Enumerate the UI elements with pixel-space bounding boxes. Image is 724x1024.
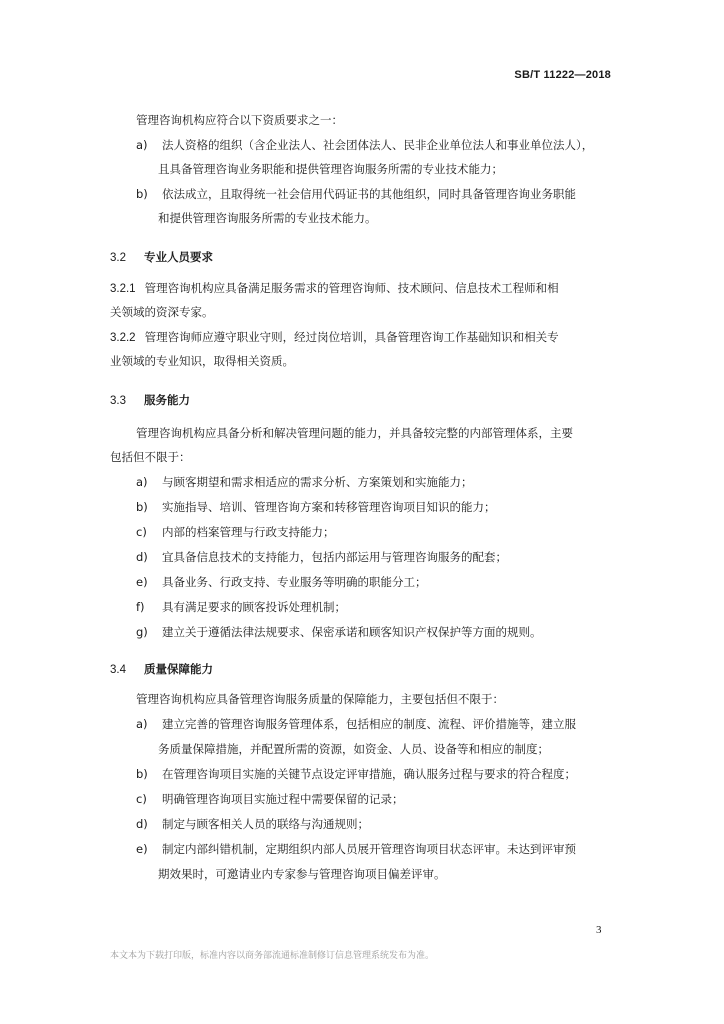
section-title: 服务能力 [144, 393, 190, 407]
item-text: 制定内部纠错机制，定期组织内部人员展开管理咨询项目状态评审。未达到评审预 [162, 842, 576, 856]
section-title: 专业人员要求 [144, 250, 213, 264]
item-label: d) [136, 817, 148, 831]
list-item-c [136, 787, 404, 811]
footer-notice: 本文本为下载打印版，标准内容以商务部流通标准制修订信息管理系统发布为准。 [110, 951, 435, 961]
list-item [136, 470, 473, 494]
paragraph: 管理咨询机构应具备管理咨询服务质量的保障能力，主要包括但不限于： [136, 692, 504, 706]
page-number: 3 [596, 924, 602, 936]
list-item [136, 520, 335, 544]
item-text: 制定与顾客相关人员的联络与沟通规则； [162, 817, 369, 831]
section-heading-3-3 [110, 388, 190, 413]
clause-continuation: 关领域的资深专家。 [110, 305, 214, 319]
clause-continuation: 业领域的专业知识，取得相关资质。 [110, 354, 294, 368]
section-number: 3.3 [110, 395, 126, 407]
list-item-b [136, 182, 576, 206]
item-text: 建立关于遵循法律法规要求、保密承诺和顾客知识产权保护等方面的规则。 [162, 625, 542, 639]
clause-number: 3.2.1 [110, 283, 136, 295]
list-item-d [136, 812, 369, 836]
item-text: 在管理咨询项目实施的关键节点设定评审措施，确认服务过程与要求的符合程度； [162, 767, 576, 781]
item-label: a) [136, 475, 148, 489]
paragraph-continuation: 包括但不限于： [110, 450, 191, 464]
list-item-a [136, 133, 593, 157]
clause-number: 3.2.2 [110, 332, 136, 344]
item-text: 依法成立，且取得统一社会信用代码证书的其他组织，同时具备管理咨询业务职能 [162, 187, 576, 201]
item-label: c) [136, 525, 147, 539]
item-continuation: 期效果时，可邀请业内专家参与管理咨询项目偏差评审。 [158, 867, 446, 881]
list-item-a [136, 712, 576, 736]
section-number: 3.2 [110, 252, 126, 264]
item-label: a) [136, 717, 148, 731]
paragraph: 管理咨询机构应具备分析和解决管理问题的能力，并具备较完整的内部管理体系，主要 [136, 426, 573, 440]
list-item [136, 495, 496, 519]
item-label: b) [136, 187, 148, 201]
item-text: 具有满足要求的顾客投诉处理机制； [162, 600, 346, 614]
item-label: b) [136, 767, 148, 781]
qualification-intro: 管理咨询机构应符合以下资质要求之一： [136, 113, 343, 127]
item-continuation: 务质量保障措施，并配置所需的资源，如资金、人员、设备等和相应的制度； [158, 742, 549, 756]
item-label: d) [136, 550, 148, 564]
item-continuation: 且具备管理咨询业务职能和提供管理咨询服务所需的专业技术能力； [158, 162, 503, 176]
item-continuation: 和提供管理咨询服务所需的专业技术能力。 [158, 211, 377, 225]
item-text: 具备业务、行政支持、专业服务等明确的职能分工； [162, 575, 427, 589]
item-label: a) [136, 138, 148, 152]
item-label: g) [136, 625, 148, 639]
item-text: 宜具备信息技术的支持能力，包括内部运用与管理咨询服务的配套； [162, 550, 507, 564]
item-text: 与顾客期望和需求相适应的需求分析、方案策划和实施能力； [162, 475, 473, 489]
clause-3-2-2 [110, 325, 559, 350]
clause-text: 管理咨询师应遵守职业守则，经过岗位培训，具备管理咨询工作基础知识和相关专 [144, 330, 559, 344]
item-label: b) [136, 500, 148, 514]
section-number: 3.4 [110, 664, 126, 676]
item-label: c) [136, 792, 147, 806]
section-heading-3-4 [110, 657, 213, 682]
item-text: 法人资格的组织（含企业法人、社会团体法人、民非企业单位法人和事业单位法人）， [162, 138, 594, 152]
item-text: 明确管理咨询项目实施过程中需要保留的记录； [162, 792, 404, 806]
standard-number: SB/T 11222—2018 [514, 69, 611, 81]
list-item [136, 545, 507, 569]
item-text: 实施指导、培训、管理咨询方案和转移管理咨询项目知识的能力； [162, 500, 496, 514]
list-item-e [136, 837, 576, 861]
clause-text: 管理咨询机构应具备满足服务需求的管理咨询师、技术顾问、信息技术工程师和相 [144, 281, 559, 295]
section-heading-3-2 [110, 245, 213, 270]
item-label: f) [136, 600, 145, 614]
list-item-b [136, 762, 576, 786]
item-text: 内部的档案管理与行政支持能力； [162, 525, 335, 539]
section-title: 质量保障能力 [144, 662, 213, 676]
list-item [136, 595, 346, 619]
item-label: e) [136, 842, 148, 856]
list-item [136, 620, 542, 644]
list-item [136, 570, 427, 594]
item-label: e) [136, 575, 148, 589]
item-text: 建立完善的管理咨询服务管理体系，包括相应的制度、流程、评价措施等，建立服 [162, 717, 576, 731]
clause-3-2-1 [110, 276, 559, 301]
